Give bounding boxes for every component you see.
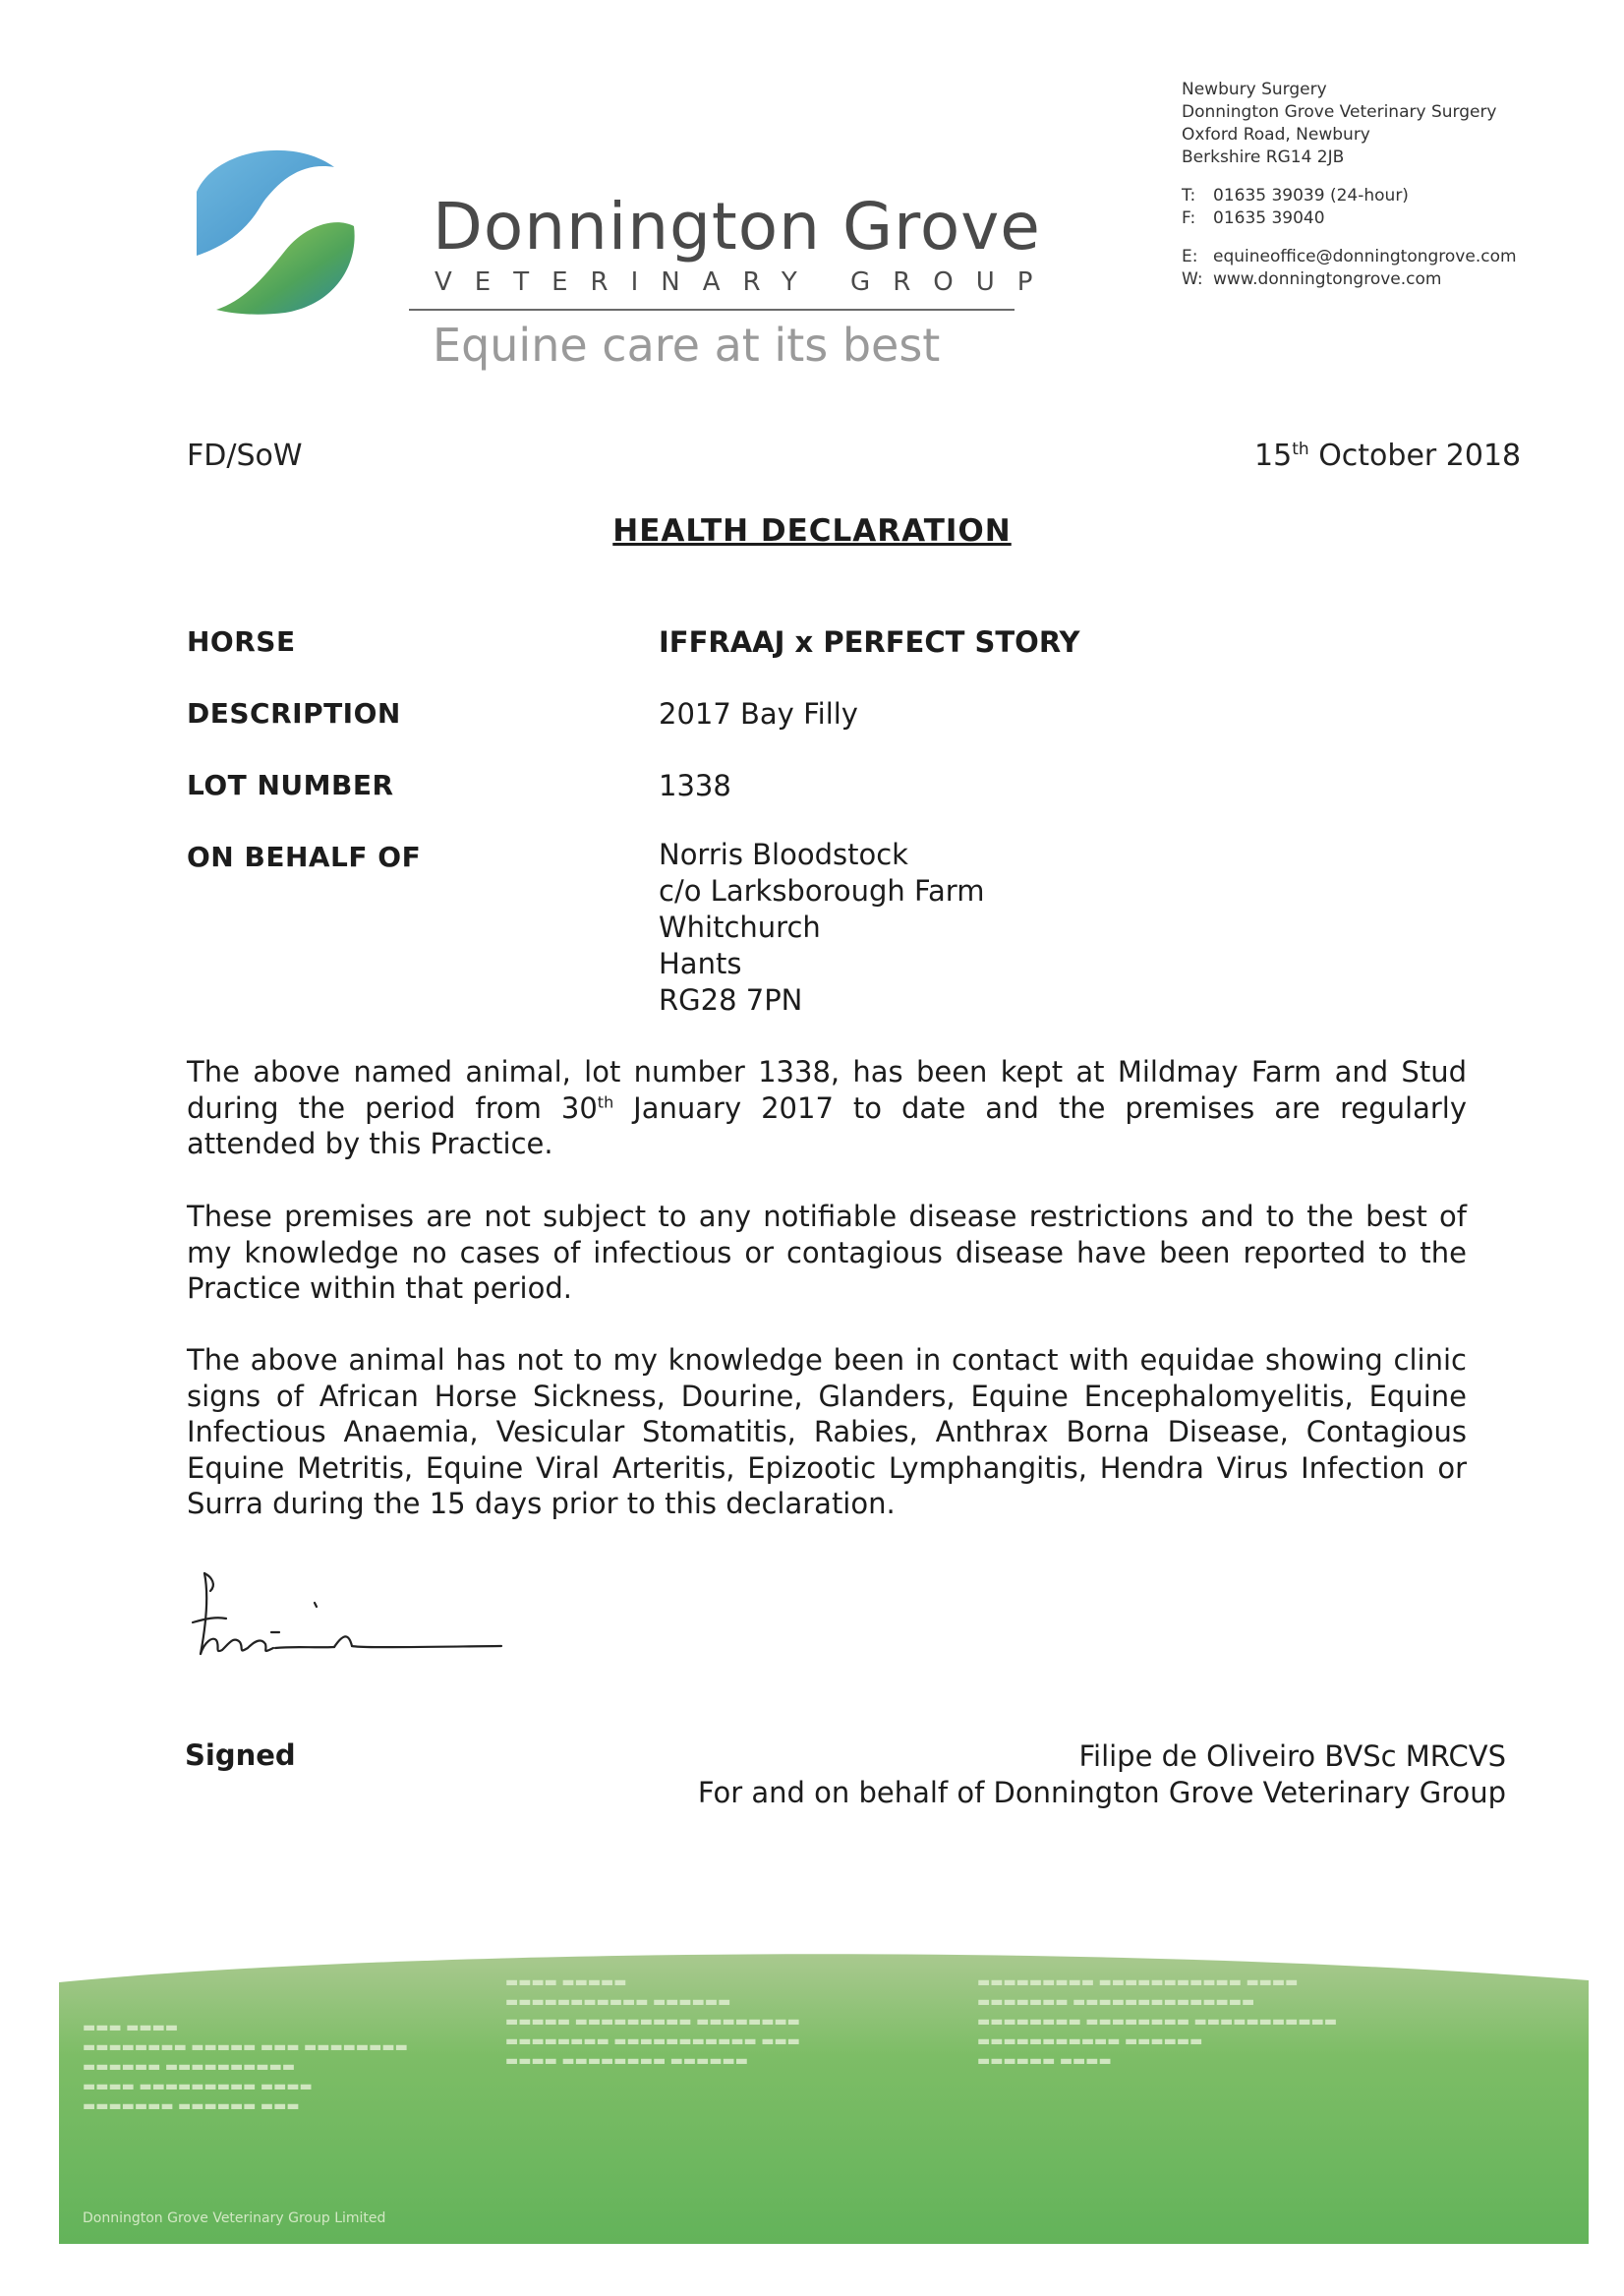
- paragraph-diseases: The above animal has not to my knowledge been in contact with equidae showing clinic signs of African Horse Sickness, Dourine, Glanders, Equine Encephalomyelitis, Equine Infectious Anaemia, Vesicular Stomatitis, Rabies, Anthrax Borna Disease, Contagious Equine Metritis, Equine Viral Arteritis, Epizootic Lymphangitis, Hendra Virus Infection or Surra during the 15 days prior to this declaration.: [187, 1343, 1467, 1520]
- letter-date: [1254, 439, 1521, 473]
- lot-number-label: LOT NUMBER: [187, 769, 394, 801]
- signed-label: Signed: [185, 1738, 296, 1772]
- on-behalf-of-address: [659, 837, 984, 1019]
- letter-reference: FD/SoW: [187, 439, 303, 473]
- behalf-line-5: RG28 7PN: [659, 983, 803, 1017]
- date-suffix: th: [1292, 440, 1309, 459]
- fax-label: F:: [1182, 208, 1196, 228]
- footer-column-1: ▬▬▬ ▬▬▬▬ ▬▬▬▬▬▬▬▬ ▬▬▬▬▬ ▬▬▬ ▬▬▬▬▬▬▬▬ ▬▬▬▬▬▬ ▬▬▬▬▬▬▬▬▬▬ ▬▬▬▬ ▬▬▬▬▬▬▬▬▬ ▬▬▬▬ ▬▬▬▬▬▬▬ ▬▬▬▬▬▬ ▬▬▬: [83, 2020, 408, 2114]
- phone-row: [1182, 185, 1517, 207]
- footer-column-3: ▬▬▬▬▬▬▬▬▬ ▬▬▬▬▬▬▬▬▬▬▬ ▬▬▬▬ ▬▬▬▬▬▬▬ ▬▬▬▬▬▬▬▬▬▬▬▬▬▬ ▬▬▬▬▬▬▬▬ ▬▬▬▬▬▬▬▬ ▬▬▬▬▬▬▬▬▬▬▬ ▬▬▬▬▬▬▬▬▬▬▬ ▬▬▬▬▬▬ ▬▬▬▬▬▬ ▬▬▬▬: [977, 1974, 1338, 2069]
- fax-number: 01635 39040: [1213, 208, 1325, 228]
- description-label: DESCRIPTION: [187, 697, 401, 730]
- document-title: HEALTH DECLARATION: [612, 513, 1012, 549]
- web-row: [1182, 268, 1517, 291]
- brand-name: Donnington Grove: [433, 189, 1041, 265]
- para1-sup: th: [597, 1091, 614, 1111]
- handwritten-signature: [187, 1563, 511, 1672]
- behalf-line-1: Norris Bloodstock: [659, 838, 908, 871]
- email-label: E:: [1182, 247, 1198, 266]
- horse-value: IFFRAAJ x PERFECT STORY: [659, 625, 1080, 659]
- phone-number: 01635 39039 (24-hour): [1213, 186, 1409, 206]
- on-behalf-of-label: ON BEHALF OF: [187, 841, 422, 873]
- email-row: [1182, 246, 1517, 268]
- behalf-line-3: Whitchurch: [659, 911, 821, 944]
- brand-divider: [409, 309, 1015, 311]
- address-line-4: Berkshire RG14 2JB: [1182, 147, 1345, 167]
- behalf-line-4: Hants: [659, 947, 742, 980]
- signer-name: Filipe de Oliveiro BVSc MRCVS: [1078, 1739, 1506, 1773]
- lot-number-value: 1338: [659, 769, 731, 802]
- horse-label: HORSE: [187, 625, 296, 658]
- fax-row: [1182, 207, 1517, 230]
- email-address: equineoffice@donningtongrove.com: [1213, 247, 1517, 266]
- date-day: 15: [1254, 439, 1293, 473]
- date-rest: October 2018: [1318, 439, 1522, 473]
- contact-block: [1182, 79, 1517, 291]
- paragraph-restrictions: These premises are not subject to any notifiable disease restrictions and to the best of my knowledge no cases of infectious or contagious disease have been reported to the Practice within that period.: [187, 1200, 1467, 1305]
- footer-legal-line: Donnington Grove Veterinary Group Limited: [83, 2210, 386, 2226]
- phone-label: T:: [1182, 186, 1196, 206]
- web-address: www.donningtongrove.com: [1213, 269, 1442, 289]
- footer-column-2: ▬▬▬▬ ▬▬▬▬▬ ▬▬▬▬▬▬▬▬▬▬▬ ▬▬▬▬▬▬ ▬▬▬▬▬ ▬▬▬▬▬▬▬▬▬ ▬▬▬▬▬▬▬▬ ▬▬▬▬▬▬▬▬ ▬▬▬▬▬▬▬▬▬▬▬ ▬▬▬ ▬▬▬▬ ▬▬▬▬▬▬▬▬ ▬▬▬▬▬▬: [505, 1974, 800, 2069]
- address-line-1: Newbury Surgery: [1182, 80, 1327, 99]
- address-line-3: Oxford Road, Newbury: [1182, 125, 1370, 145]
- paragraph-premises: [187, 1054, 1467, 1162]
- logo-swoosh-icon: [187, 138, 364, 315]
- web-label: W:: [1182, 269, 1203, 289]
- brand-subtitle: VETERINARY GROUP: [435, 267, 1056, 297]
- behalf-line-2: c/o Larksborough Farm: [659, 874, 985, 908]
- signer-role: For and on behalf of Donnington Grove Veterinary Group: [697, 1776, 1506, 1809]
- para1-text-a: The above named animal, lot number 1338, has been kept at Mildmay Farm and Stud during the period from 30: [187, 1055, 1467, 1125]
- address-line-2: Donnington Grove Veterinary Surgery: [1182, 102, 1497, 122]
- description-value: 2017 Bay Filly: [659, 697, 858, 731]
- para1-text-b: January 2017 to date and the premises are regularly attended by this Practice.: [187, 1090, 1467, 1160]
- signer-block: [698, 1738, 1506, 1811]
- brand-tagline: Equine care at its best: [433, 319, 941, 372]
